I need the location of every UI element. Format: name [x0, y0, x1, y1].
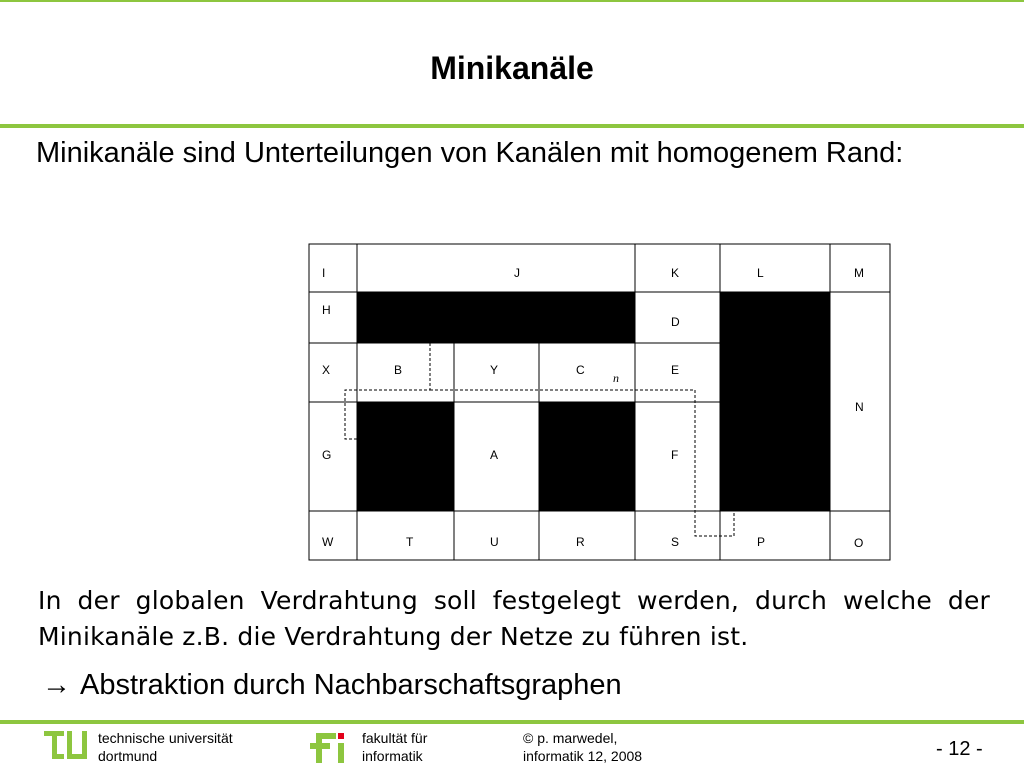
label-H: H	[322, 303, 331, 317]
university-name: technische universität dortmund	[98, 730, 233, 764]
label-M: M	[854, 266, 864, 280]
label-P: P	[757, 535, 766, 549]
minichannel-diagram	[300, 222, 900, 567]
body-paragraph: In der globalen Verdrahtung soll festgelegt werden, durch welche der Minikanäle z.B. die Verdrahtung der Netze zu führen ist.	[38, 586, 990, 651]
faculty-name: fakultät für informatik	[362, 730, 428, 764]
label-T: T	[406, 535, 414, 549]
fi-faculty-logo	[310, 727, 354, 767]
label-I: I	[322, 266, 326, 280]
obstacle-left	[357, 402, 454, 511]
label-Y: Y	[490, 363, 499, 377]
label-net: n	[613, 371, 619, 385]
label-C: C	[576, 363, 585, 377]
label-E: E	[671, 363, 680, 377]
label-U: U	[490, 535, 499, 549]
label-D: D	[671, 315, 680, 329]
footer-rule	[0, 720, 1024, 724]
label-L: L	[757, 266, 764, 280]
obstacle-top	[357, 292, 635, 343]
obstacle-right	[720, 292, 830, 511]
tu-dortmund-logo	[44, 727, 90, 765]
label-K: K	[671, 266, 680, 280]
copyright: © p. marwedel, informatik 12, 2008	[523, 730, 643, 764]
title-rule	[0, 124, 1024, 128]
page-number: - 12 -	[936, 738, 983, 760]
label-S: S	[671, 535, 680, 549]
top-rule	[0, 0, 1024, 2]
obstacle-center	[539, 402, 635, 511]
right-arrow-icon: →	[42, 669, 71, 701]
label-W: W	[322, 535, 334, 549]
label-R: R	[576, 535, 585, 549]
label-N: N	[855, 400, 864, 414]
label-G: G	[322, 448, 332, 462]
intro-text: Minikanäle sind Unterteilungen von Kanälen mit homogenem Rand:	[36, 137, 904, 169]
label-X: X	[322, 363, 331, 377]
label-O: O	[854, 536, 864, 550]
conclusion-text: Abstraktion durch Nachbarschaftsgraphen	[80, 669, 622, 701]
label-A: A	[490, 448, 499, 462]
label-B: B	[394, 363, 403, 377]
conclusion-line	[42, 666, 622, 704]
slide-title: Minikanäle	[430, 50, 594, 86]
label-F: F	[671, 448, 679, 462]
label-J: J	[514, 266, 520, 280]
